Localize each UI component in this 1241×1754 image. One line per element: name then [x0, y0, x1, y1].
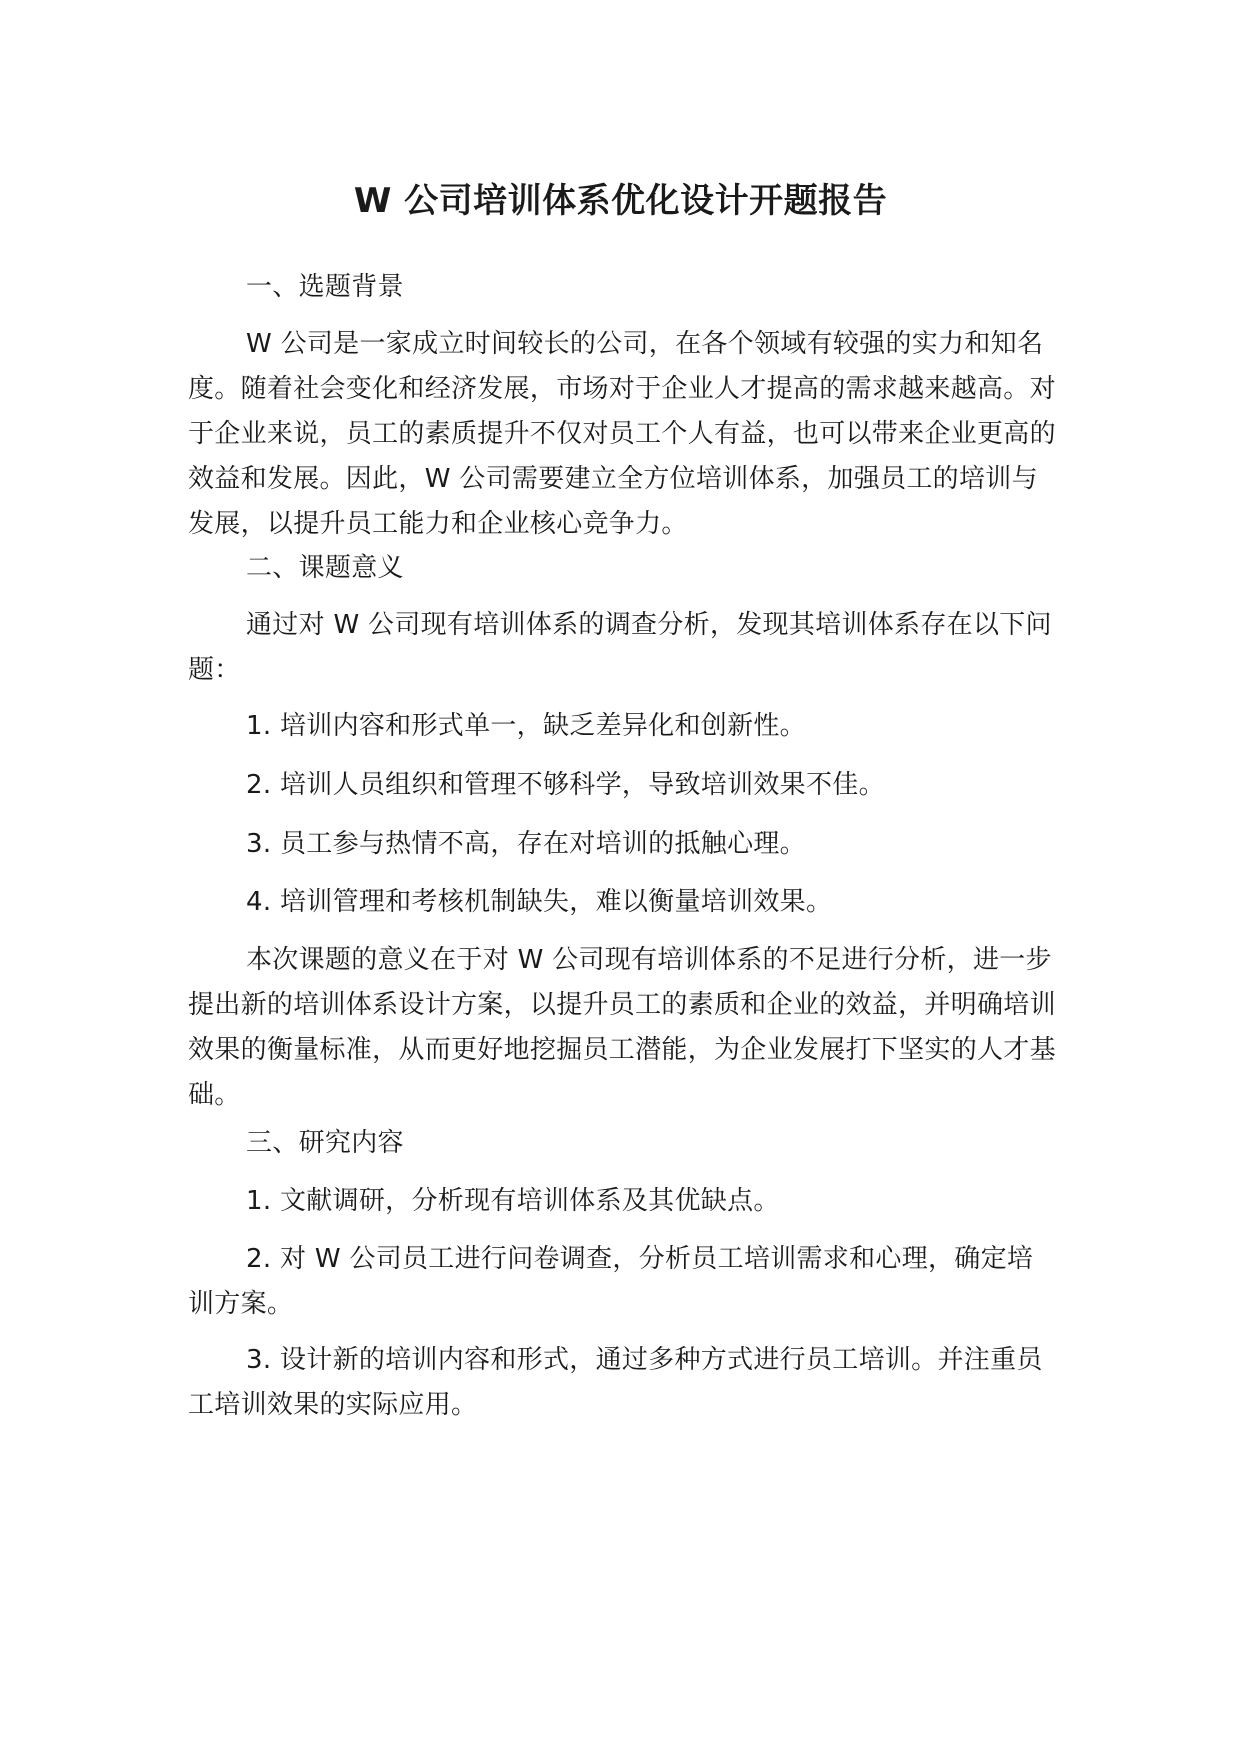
- significance-intro-paragraph: 通过对 W 公司现有培训体系的调查分析，发现其培训体系存在以下问题：: [188, 610, 1052, 685]
- research-item-3: 3. 设计新的培训内容和形式，通过多种方式进行员工培训。并注重员工培训效果的实际应用。: [188, 1345, 1043, 1420]
- significance-conclusion-paragraph: 本次课题的意义在于对 W 公司现有培训体系的不足进行分析，进一步提出新的培训体系设计方案，以提升员工的素质和企业的效益，并明确培训效果的衡量标准，从而更好地挖掘员工潜能，为企业发展打下坚实的人才基础。: [188, 945, 1056, 1110]
- background-paragraph: W 公司是一家成立时间较长的公司，在各个领域有较强的实力和知名度。随着社会变化和经济发展，市场对于企业人才提高的需求越来越高。对于企业来说，员工的素质提升不仅对员工个人有益，也可以带来企业更高的效益和发展。因此，W 公司需要建立全方位培训体系，加强员工的培训与发展，以提升员工能力和企业核心竞争力。: [188, 329, 1056, 539]
- section-heading-research-content: 三、研究内容: [246, 1128, 404, 1158]
- problem-item-2: 2. 培训人员组织和管理不够科学，导致培训效果不佳。: [246, 770, 885, 800]
- section-heading-background: 一、选题背景: [246, 272, 404, 302]
- problem-item-1: 1. 培训内容和形式单一，缺乏差异化和创新性。: [246, 711, 806, 741]
- document-title: W 公司培训体系优化设计开题报告: [353, 181, 888, 221]
- research-item-2: 2. 对 W 公司员工进行问卷调查，分析员工培训需求和心理，确定培训方案。: [188, 1244, 1034, 1319]
- research-item-1: 1. 文献调研，分析现有培训体系及其优缺点。: [246, 1186, 780, 1216]
- problem-item-3: 3. 员工参与热情不高，存在对培训的抵触心理。: [246, 829, 806, 859]
- section-heading-significance: 二、课题意义: [246, 553, 404, 583]
- problem-item-4: 4. 培训管理和考核机制缺失，难以衡量培训效果。: [246, 887, 833, 917]
